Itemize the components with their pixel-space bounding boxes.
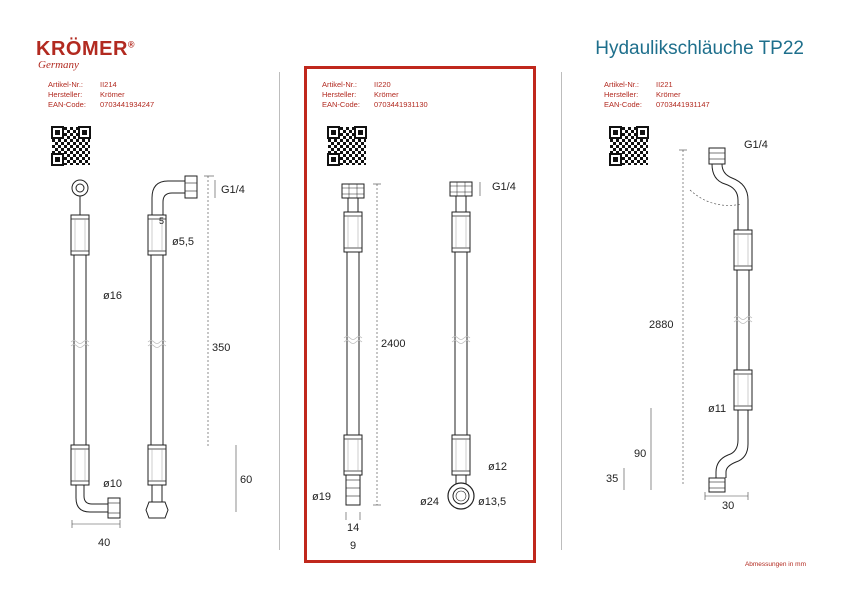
dim-hose-dia-3: ø11 — [708, 403, 727, 415]
manufacturer-label: Hersteller: — [48, 90, 83, 99]
article-number: II220 — [374, 80, 391, 89]
article-label: Artikel-Nr.: — [604, 80, 640, 89]
dim-length-3: 2880 — [649, 319, 674, 331]
ean-label: EAN-Code: — [48, 100, 86, 109]
units-note: Abmessungen in mm — [744, 561, 806, 568]
qr-code-2 — [328, 127, 366, 165]
dim-width-b-2: 9 — [350, 540, 357, 552]
ean-value: 0703441934247 — [100, 100, 155, 109]
manufacturer-label: Hersteller: — [322, 90, 357, 99]
dim-height-b-3: 35 — [606, 473, 619, 485]
manufacturer-value: Krömer — [656, 90, 681, 99]
dim-width-3: 30 — [722, 500, 735, 512]
dim-width-1: 40 — [98, 537, 111, 549]
dim-end-dia-1: ø10 — [103, 478, 122, 490]
dim-thread-3: G1/4 — [744, 139, 768, 151]
dim-eye-dia-2: ø24 — [420, 496, 439, 508]
brand-name: KRÖMER® — [36, 38, 136, 60]
hose-drawing-3 — [709, 148, 752, 492]
dim-length-2: 2400 — [381, 338, 406, 350]
dim-thread-1: G1/4 — [221, 184, 245, 196]
dim-bend-1: 5 — [159, 216, 165, 226]
article-label: Artikel-Nr.: — [322, 80, 358, 89]
dim-thread-2: G1/4 — [492, 181, 516, 193]
ean-label: EAN-Code: — [322, 100, 360, 109]
qr-code-3 — [610, 127, 648, 165]
ean-value: 0703441931130 — [374, 100, 428, 109]
hose-drawing-2 — [342, 182, 474, 509]
dim-length-1: 350 — [212, 342, 231, 354]
ean-value: 0703441931147 — [656, 100, 710, 109]
ean-label: EAN-Code: — [604, 100, 642, 109]
dim-left-dia-2: ø19 — [312, 491, 331, 503]
dim-bore-dia-2: ø13,5 — [478, 496, 507, 508]
page-title: Hydaulikschläuche TP22 — [595, 38, 804, 59]
dim-small-dia-1: ø5,5 — [172, 236, 195, 248]
dim-straight-1: 60 — [240, 474, 253, 486]
dim-hose-dia-1: ø16 — [103, 290, 122, 302]
article-number: II221 — [656, 80, 673, 89]
article-label: Artikel-Nr.: — [48, 80, 84, 89]
hose-drawing-1 — [71, 176, 197, 518]
manufacturer-value: Krömer — [374, 90, 399, 99]
dim-width-a-2: 14 — [347, 522, 360, 534]
article-number: II214 — [100, 80, 117, 89]
qr-code-1 — [52, 127, 90, 165]
dim-height-a-3: 90 — [634, 448, 647, 460]
manufacturer-value: Krömer — [100, 90, 125, 99]
manufacturer-label: Hersteller: — [604, 90, 639, 99]
brand-subtitle: Germany — [38, 59, 79, 71]
registered-mark: ® — [127, 39, 136, 50]
dim-fitting-dia-2: ø12 — [488, 461, 507, 473]
